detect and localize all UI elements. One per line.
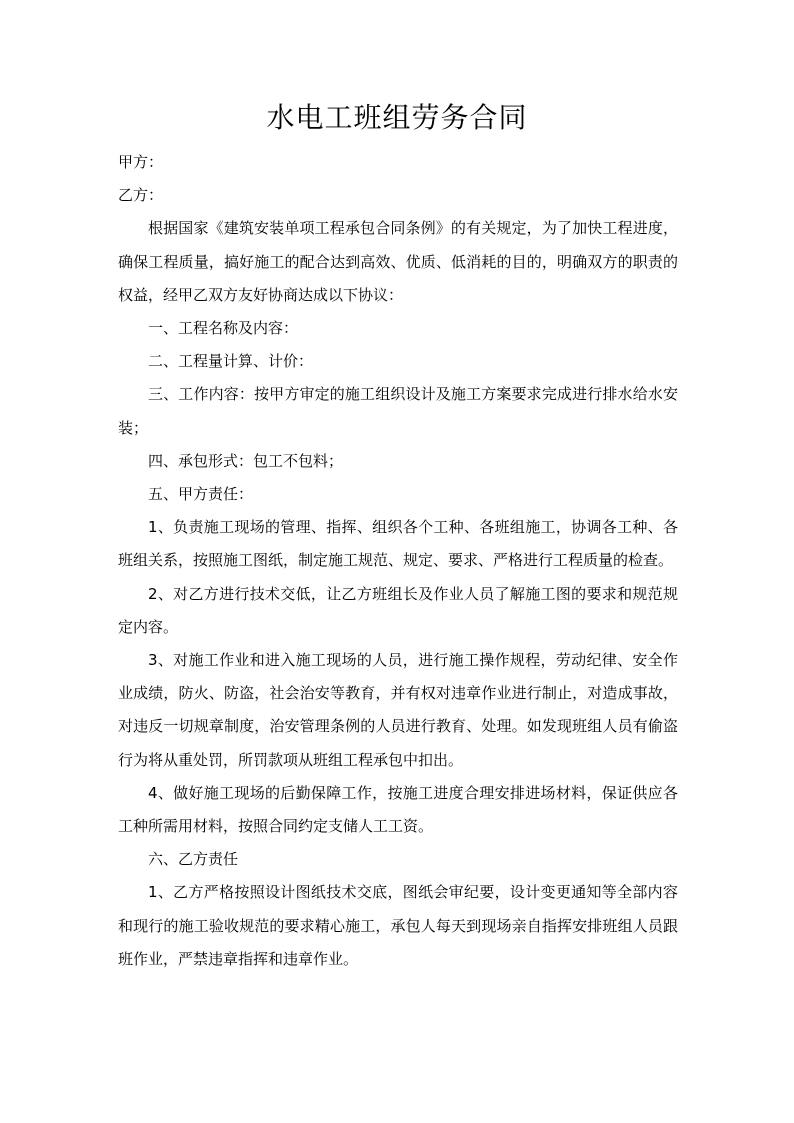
party-a-duty-2: 2、对乙方进行技术交低，让乙方班组长及作业人员了解施工图的要求和规范规定内容。 [118,584,678,636]
section-5-party-a-heading: 五、甲方责任： [148,485,254,504]
section-4-contract-form: 四、承包形式：包工不包料； [148,451,344,470]
party-b-line: 乙方： [118,186,164,205]
section-3-work-content: 三、工作内容：按甲方审定的施工组织设计及施工方案要求完成进行排水给水安装； [118,385,678,437]
party-a-line: 甲方： [118,153,164,171]
preamble-paragraph: 根据国家《建筑安装单项工程承包合同条例》的有关规定，为了加快工程进度，确保工程质量，搞好施工的配合达到高效、优质、低消耗的目的，明确双方的职责的权益，经甲乙双方友好协商达成以下协议： [118,219,678,304]
section-2-quantity-pricing: 二、工程量计算、计价： [148,352,314,371]
party-a-duty-1: 1、负责施工现场的管理、指挥、组织各个工种、各班组施工，协调各工种、各班组关系，按照施工图纸，制定施工规范、规定、要求、严格进行工程质量的检查。 [118,518,678,570]
section-1-project-name: 一、工程名称及内容： [148,319,299,338]
party-b-duty-1: 1、乙方严格按照设计图纸技术交底，图纸会审纪要，设计变更通知等全部内容和现行的施工验收规范的要求精心施工，承包人每天到现场亲自指挥安排班组人员跟班作业，严禁违章指挥和违章作业。 [118,883,678,968]
party-a-duty-3: 3、对施工作业和进入施工现场的人员，进行施工操作规程，劳动纪律、安全作业成绩，防火、防盗，社会治安等教育，并有权对违章作业进行制止，对造成事故，对违反一切规章制度，治安管理条例的人员进行教育、处理。如发现班组人员有偷盗行为将从重处罚，所罚款项从班组工程承包中扣出。 [118,651,678,769]
section-6-party-b-heading: 六、乙方责任 [148,850,239,869]
contract-body [118,146,678,976]
document-title: 水电工班组劳务合同 [266,101,528,134]
party-a-duty-4: 4、做好施工现场的后勤保障工作，按施工进度合理安排进场材料，保证供应各工种所需用材料，按照合同约定支储人工工资。 [118,783,678,836]
